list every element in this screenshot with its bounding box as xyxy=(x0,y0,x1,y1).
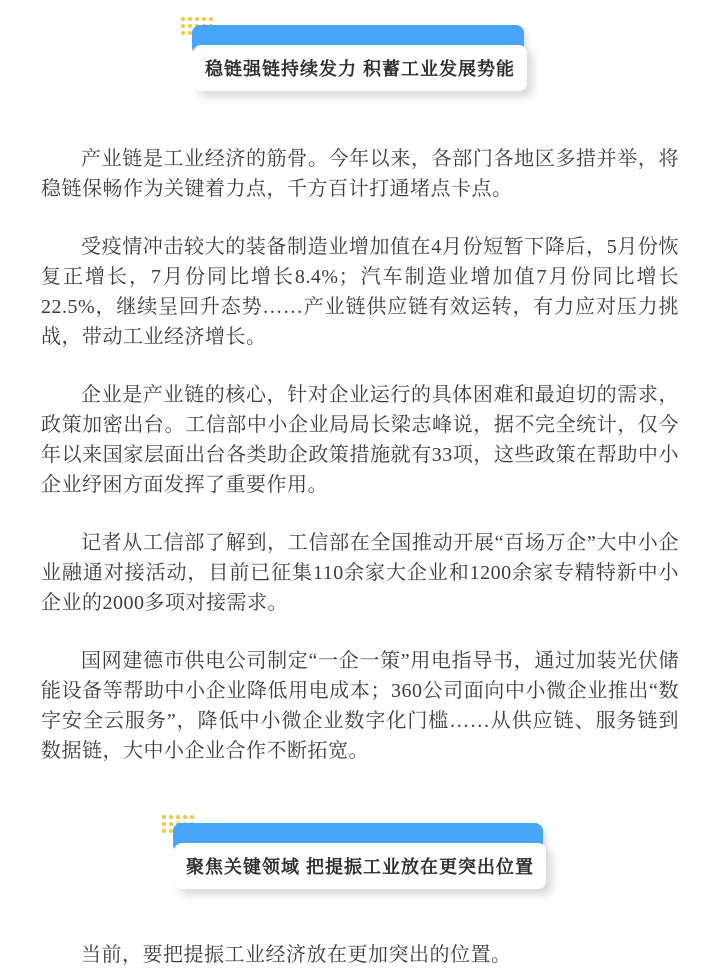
dot xyxy=(183,815,187,819)
dot xyxy=(162,822,166,826)
paragraph-4: 记者从工信部了解到，工信部在全国推动开展“百场万企”大中小企业融通对接活动，目前已征集110余家大企业和1200余家专精特新中小企业的2000多项对接需求。 xyxy=(41,532,679,614)
paragraph-6: 当前，要把提振工业经济放在更加突出的位置。 xyxy=(81,944,512,966)
article-body xyxy=(41,144,679,766)
section-1-banner xyxy=(0,25,720,91)
dot xyxy=(181,31,185,35)
article-page xyxy=(0,25,720,966)
dot xyxy=(188,24,192,28)
article-body-2 xyxy=(41,940,679,970)
section-1-title: 稳链强链持续发力 积蓄工业发展势能 xyxy=(193,45,527,91)
dot xyxy=(169,815,173,819)
dot xyxy=(162,815,166,819)
paragraph-3: 企业是产业链的核心，针对企业运行的具体困难和最迫切的需求，政策加密出台。工信部中小企业局局长梁志峰说，据不完全统计，仅今年以来国家层面出台各类助企政策措施就有33项，这些政策在帮助中小企业纾困方面发挥了重要作用。 xyxy=(41,384,679,496)
banner-card-group xyxy=(174,823,546,889)
dot xyxy=(176,815,180,819)
dot xyxy=(181,17,185,21)
dot xyxy=(202,17,206,21)
dot xyxy=(181,24,185,28)
banner-card-group xyxy=(193,25,527,91)
paragraph-1: 产业链是工业经济的筋骨。今年以来，各部门各地区多措并举，将稳链保畅作为关键着力点，千方百计打通堵点卡点。 xyxy=(41,148,679,200)
paragraph-5: 国网建德市供电公司制定“一企一策”用电指导书，通过加装光伏储能设备等帮助中小企业降低用电成本；360公司面向中小微企业推出“数字安全云服务”，降低中小微企业数字化门槛……从供应链、服务链到数据链，大中小企业合作不断拓宽。 xyxy=(41,650,679,762)
dot xyxy=(209,17,213,21)
section-2-title: 聚焦关键领域 把提振工业放在更突出位置 xyxy=(174,843,546,889)
dot xyxy=(169,822,173,826)
dot xyxy=(188,17,192,21)
paragraph-2: 受疫情冲击较大的装备制造业增加值在4月份短暂下降后，5月份恢复正增长，7月份同比增长8.4%；汽车制造业增加值7月份同比增长22.5%，继续呈回升态势……产业链供应链有效运转，有力应对压力挑战，带动工业经济增长。 xyxy=(41,236,679,348)
dot xyxy=(190,815,194,819)
dot xyxy=(195,17,199,21)
section-2-banner xyxy=(0,823,720,889)
dot xyxy=(162,829,166,833)
